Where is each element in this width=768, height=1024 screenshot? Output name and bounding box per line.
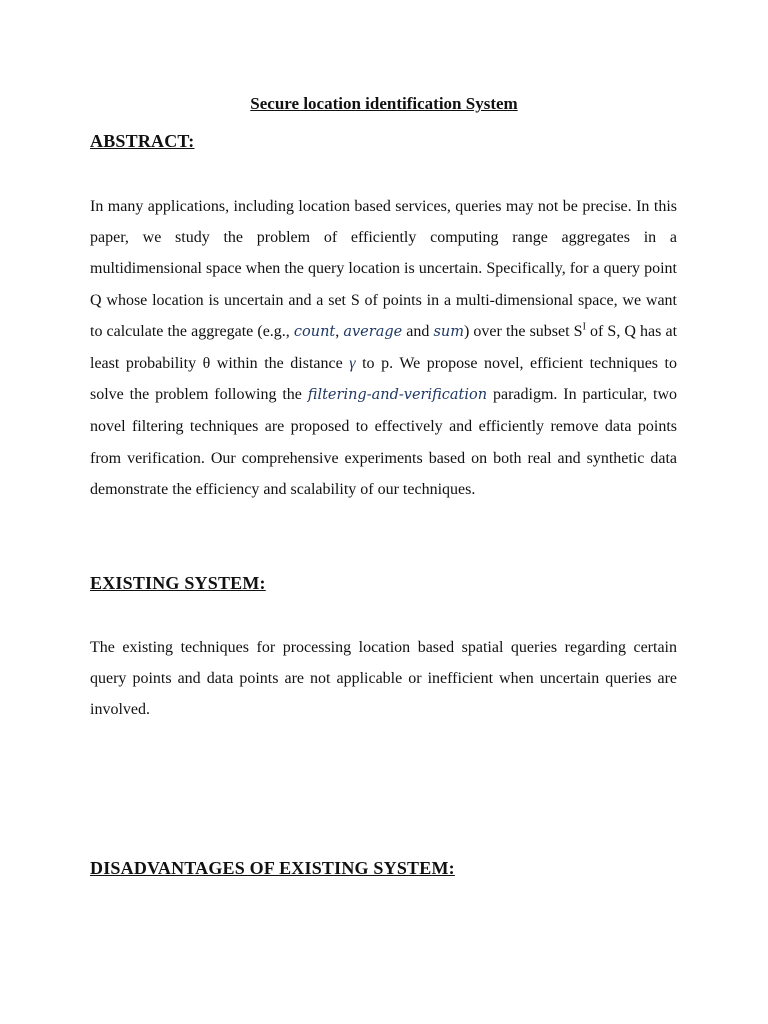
abstract-paragraph	[90, 191, 677, 505]
abstract-text-3: ) over the subset S	[464, 322, 583, 340]
abstract-term-average: average	[343, 323, 403, 340]
abstract-text-6: paradigm. In particular, two novel filtering techniques are proposed to effectively and efficiently remove data points from verification. Our comprehensive experiments based on both real and synthetic data demonstrate the efficiency and scalability of our techniques.	[90, 386, 678, 498]
abstract-gamma-symbol: γ	[349, 355, 356, 373]
abstract-text-5: to p. We propose novel, efficient techniques to solve the problem following the	[90, 355, 678, 404]
document-title: Secure location identification System	[250, 94, 518, 113]
disadvantages-heading: DISADVANTAGES OF EXISTING SYSTEM:	[90, 858, 455, 878]
abstract-separator: ,	[335, 322, 344, 340]
abstract-text-2: and	[402, 322, 434, 340]
abstract-text-1: In many applications, including location based services, queries may not be precise. In this paper, we study the problem of efficiently computing range aggregates in a multidimensional space when the query location is uncertain. Specifically, for a query point Q whose location is uncertain and a set S of points in a multi-dimensional space, we want to calculate the aggregate (e.g.,	[90, 198, 677, 340]
abstract-term-sum: sum	[433, 323, 465, 340]
abstract-heading: ABSTRACT:	[90, 131, 195, 151]
abstract-term-count: count	[293, 323, 336, 340]
abstract-term-paradigm: filtering-and-verification	[307, 387, 488, 404]
existing-system-heading: EXISTING SYSTEM:	[90, 573, 266, 593]
existing-system-paragraph: The existing techniques for processing location based spatial queries regarding certain query points and data points are not applicable or inefficient when uncertain queries are involved.	[90, 639, 677, 719]
abstract-text-4: of S, Q has at least probability θ within the distance	[90, 322, 678, 373]
abstract-superscript: I	[582, 321, 586, 333]
